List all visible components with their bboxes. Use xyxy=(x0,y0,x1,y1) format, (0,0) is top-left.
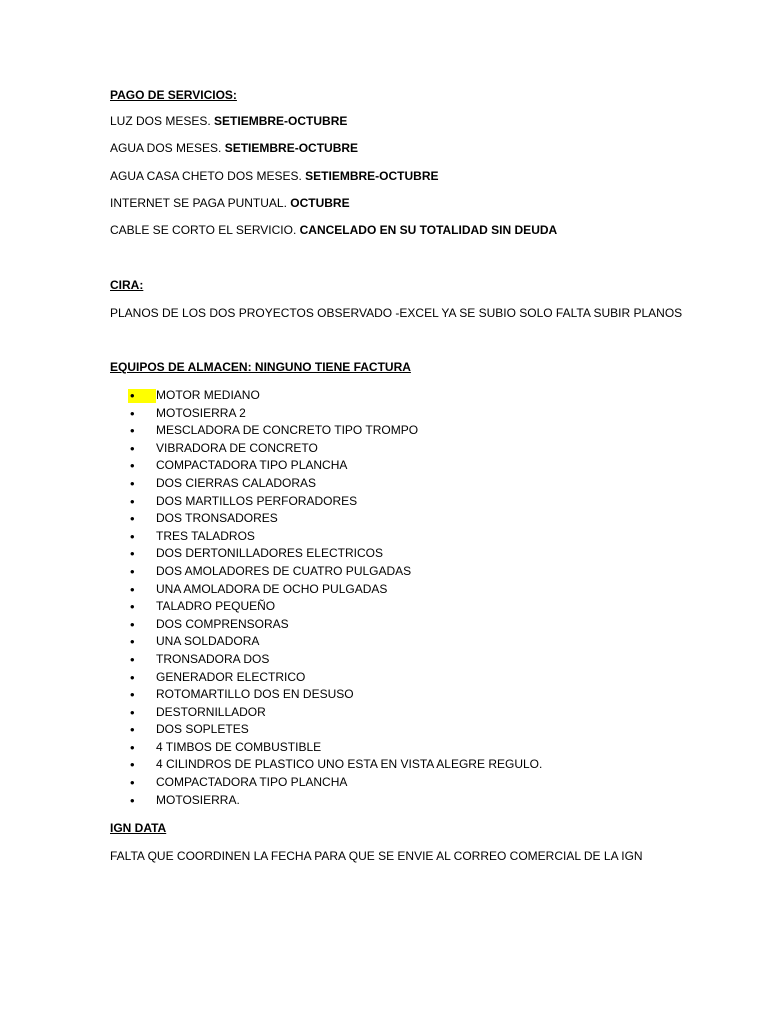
list-item xyxy=(0,739,768,757)
bullet-glyph: • xyxy=(130,669,135,685)
bullet-glyph: • xyxy=(130,405,135,421)
bullet-icon xyxy=(128,405,156,423)
bullet-icon xyxy=(128,475,156,493)
bullet-icon xyxy=(128,704,156,722)
list-item-label: ROTOMARTILLO DOS EN DESUSO xyxy=(156,687,354,702)
bullet-glyph: • xyxy=(130,581,135,597)
bullet-icon xyxy=(128,422,156,440)
service-line-internet xyxy=(110,196,350,211)
list-item-label: UNA AMOLADORA DE OCHO PULGADAS xyxy=(156,581,388,596)
list-item-label: DOS COMPRENSORAS xyxy=(156,616,289,631)
bullet-glyph: • xyxy=(130,616,135,632)
bullet-glyph: • xyxy=(130,563,135,579)
bullet-glyph: • xyxy=(130,757,135,773)
list-item-label: MOTOR MEDIANO xyxy=(156,388,260,402)
bullet-icon xyxy=(128,774,156,792)
bullet-icon xyxy=(128,440,156,458)
bullet-icon xyxy=(128,651,156,669)
service-line-text: INTERNET SE PAGA PUNTUAL. xyxy=(110,196,291,210)
list-item xyxy=(0,774,768,792)
bullet-glyph: • xyxy=(130,528,135,544)
bullet-glyph: • xyxy=(130,458,135,474)
list-item xyxy=(0,457,768,475)
bullet-icon xyxy=(128,598,156,616)
bullet-glyph: • xyxy=(130,599,135,615)
list-item xyxy=(0,686,768,704)
bullet-icon xyxy=(128,686,156,704)
bullet-icon xyxy=(128,792,156,810)
list-item-label: DOS DERTONILLADORES ELECTRICOS xyxy=(156,546,383,561)
list-item-label: 4 TIMBOS DE COMBUSTIBLE xyxy=(156,739,322,754)
bullet-icon xyxy=(128,739,156,757)
service-line-text: CABLE SE CORTO EL SERVICIO. xyxy=(110,223,300,237)
bullet-icon xyxy=(128,545,156,563)
bullet-glyph: • xyxy=(130,687,135,703)
list-item-label: GENERADOR ELECTRICO xyxy=(156,669,306,684)
bullet-icon xyxy=(128,756,156,774)
bullet-glyph: • xyxy=(130,704,135,720)
list-item xyxy=(0,721,768,739)
list-item xyxy=(0,669,768,687)
bullet-icon xyxy=(128,616,156,634)
bullet-icon xyxy=(128,457,156,475)
list-item xyxy=(0,651,768,669)
list-item xyxy=(0,616,768,634)
list-item xyxy=(0,598,768,616)
list-item xyxy=(0,545,768,563)
list-item-label: 4 CILINDROS DE PLASTICO UNO ESTA EN VISTA ALEGRE REGULO. xyxy=(156,757,543,772)
bullet-icon xyxy=(128,581,156,599)
list-item-label: TRES TALADROS xyxy=(156,528,255,543)
list-item-label: VIBRADORA DE CONCRETO xyxy=(156,440,318,455)
list-item xyxy=(0,581,768,599)
ign-heading: IGN DATA xyxy=(110,821,167,835)
list-item-label: DOS MARTILLOS PERFORADORES xyxy=(156,493,358,508)
equipment-heading: EQUIPOS DE ALMACEN: NINGUNO TIENE FACTURA xyxy=(110,360,411,374)
service-line-text: AGUA CASA CHETO DOS MESES. xyxy=(110,169,306,183)
list-item xyxy=(0,756,768,774)
ign-text: FALTA QUE COORDINEN LA FECHA PARA QUE SE ENVIE AL CORREO COMERCIAL DE LA IGN xyxy=(110,849,643,863)
list-item xyxy=(0,422,768,440)
cira-heading: CIRA: xyxy=(110,278,144,292)
bullet-glyph: • xyxy=(130,722,135,738)
list-item-label: TALADRO PEQUEÑO xyxy=(156,599,276,614)
list-item xyxy=(0,633,768,651)
service-line-period: OCTUBRE xyxy=(290,196,350,210)
list-item-label: DOS TRONSADORES xyxy=(156,511,278,526)
service-line-agua xyxy=(110,141,358,156)
services-heading: PAGO DE SERVICIOS: xyxy=(110,88,237,102)
bullet-icon xyxy=(128,528,156,546)
bullet-glyph: • xyxy=(130,792,135,808)
bullet-icon xyxy=(128,389,156,403)
bullet-glyph: • xyxy=(130,739,135,755)
list-item-label: TRONSADORA DOS xyxy=(156,651,270,666)
bullet-glyph: • xyxy=(130,511,135,527)
service-line-luz xyxy=(110,114,347,129)
bullet-glyph: • xyxy=(130,423,135,439)
list-item xyxy=(0,792,768,810)
list-item xyxy=(0,528,768,546)
service-line-status: CANCELADO EN SU TOTALIDAD SIN DEUDA xyxy=(299,223,558,237)
bullet-icon xyxy=(128,510,156,528)
bullet-icon xyxy=(128,633,156,651)
bullet-glyph: • xyxy=(130,651,135,667)
service-line-agua-casa-cheto xyxy=(110,169,439,184)
bullet-glyph: • xyxy=(130,775,135,791)
list-item xyxy=(0,704,768,722)
list-item-label: MESCLADORA DE CONCRETO TIPO TROMPO xyxy=(156,423,419,438)
list-item xyxy=(0,510,768,528)
service-line-period: SETIEMBRE-OCTUBRE xyxy=(305,169,439,183)
bullet-icon xyxy=(128,563,156,581)
bullet-icon xyxy=(128,669,156,687)
list-item xyxy=(0,440,768,458)
bullet-glyph: • xyxy=(130,493,135,509)
list-item-label: COMPACTADORA TIPO PLANCHA xyxy=(156,458,348,473)
list-item-label: DOS SOPLETES xyxy=(156,722,249,737)
list-item-label: MOTOSIERRA 2 xyxy=(156,405,246,420)
list-item xyxy=(0,405,768,423)
service-line-text: LUZ DOS MESES. xyxy=(110,114,215,128)
list-item-label: MOTOSIERRA. xyxy=(156,792,240,807)
list-item-label: DOS CIERRAS CALADORAS xyxy=(156,475,317,490)
service-line-period: SETIEMBRE-OCTUBRE xyxy=(224,141,359,155)
bullet-glyph: • xyxy=(130,388,135,403)
equipment-list xyxy=(0,387,768,809)
list-item-label: DESTORNILLADOR xyxy=(156,704,266,719)
list-item xyxy=(0,475,768,493)
bullet-glyph: • xyxy=(130,634,135,650)
bullet-icon xyxy=(128,721,156,739)
service-line-period: SETIEMBRE-OCTUBRE xyxy=(214,114,348,128)
list-item xyxy=(0,563,768,581)
service-line-cable xyxy=(110,223,557,238)
bullet-glyph: • xyxy=(130,475,135,491)
list-item-label: COMPACTADORA TIPO PLANCHA xyxy=(156,775,348,790)
bullet-icon xyxy=(128,493,156,511)
cira-text: PLANOS DE LOS DOS PROYECTOS OBSERVADO -EXCEL YA SE SUBIO SOLO FALTA SUBIR PLANOS xyxy=(110,306,683,320)
list-item xyxy=(0,387,768,405)
list-item xyxy=(0,493,768,511)
service-line-text: AGUA DOS MESES. xyxy=(110,141,225,155)
list-item-label: UNA SOLDADORA xyxy=(156,634,260,649)
bullet-glyph: • xyxy=(130,546,135,562)
bullet-glyph: • xyxy=(130,440,135,456)
list-item-label: DOS AMOLADORES DE CUATRO PULGADAS xyxy=(156,563,412,578)
